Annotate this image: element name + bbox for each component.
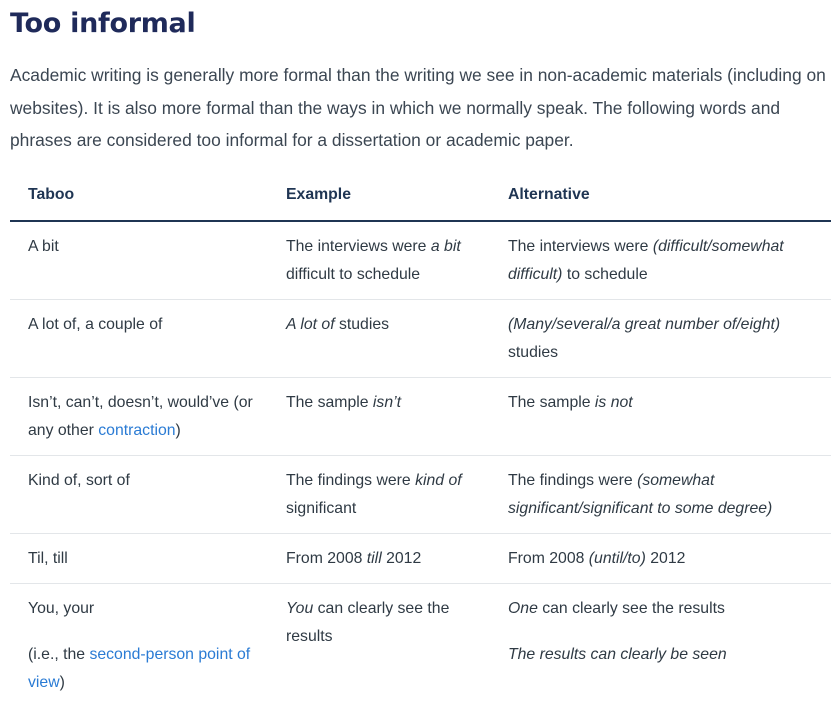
example-cell xyxy=(268,534,490,584)
italic-text: (somewhat significant/significant to some degree) xyxy=(508,472,772,517)
table-row xyxy=(10,300,831,378)
taboo-term: A bit xyxy=(28,233,268,261)
table-row xyxy=(10,534,831,584)
section-heading: Too informal xyxy=(10,8,195,39)
text-segment: 2012 xyxy=(646,550,686,567)
text-segment: The sample xyxy=(286,394,373,411)
alternative-text xyxy=(508,311,831,367)
intro-paragraph: Academic writing is generally more formal than the writing we see in non-academic materials (including on websites). It is also more formal than the ways in which we normally speak. The following words and phrases are considered too informal for a dissertation or academic paper. xyxy=(10,59,832,157)
text-segment: (i.e., the xyxy=(28,646,89,663)
example-cell xyxy=(268,378,490,456)
example-cell xyxy=(268,584,490,707)
taboo-cell xyxy=(10,221,268,300)
inline-link[interactable]: contraction xyxy=(98,422,175,439)
alternative-text-2 xyxy=(508,641,831,669)
text-segment: The findings were xyxy=(508,472,637,489)
taboo-term: A lot of, a couple of xyxy=(28,311,268,339)
column-header-alternative: Alternative xyxy=(490,172,831,221)
italic-text: A lot of xyxy=(286,316,335,333)
italic-text: (difficult/somewhat difficult) xyxy=(508,238,784,283)
alternative-cell xyxy=(490,456,831,534)
alternative-cell xyxy=(490,534,831,584)
table-header-row xyxy=(10,172,831,221)
italic-text: (until/to) xyxy=(589,550,646,567)
text-segment: 2012 xyxy=(382,550,422,567)
text-segment: The interviews were xyxy=(508,238,653,255)
text-segment: to schedule xyxy=(562,266,647,283)
text-segment: From 2008 xyxy=(508,550,589,567)
taboo-term: Kind of, sort of xyxy=(28,467,268,495)
text-segment: ) xyxy=(60,674,65,691)
text-segment: Isn’t, can’t, doesn’t, would’ve (or any other xyxy=(28,394,253,439)
taboo-cell xyxy=(10,300,268,378)
example-cell xyxy=(268,221,490,300)
text-segment: can clearly see the results xyxy=(538,600,725,617)
text-segment: significant xyxy=(286,500,356,517)
taboo-term: You, your xyxy=(28,595,268,623)
column-header-taboo: Taboo xyxy=(10,172,268,221)
text-segment: studies xyxy=(335,316,389,333)
taboo-cell xyxy=(10,456,268,534)
text-segment: The sample xyxy=(508,394,595,411)
italic-text: You xyxy=(286,600,313,617)
text-segment: studies xyxy=(508,344,558,361)
italic-text: (Many/several/a great number of/eight) xyxy=(508,316,780,333)
text-segment: can clearly see the results xyxy=(286,600,449,645)
text-segment: From 2008 xyxy=(286,550,367,567)
italic-text: kind of xyxy=(415,472,462,489)
italic-text: till xyxy=(367,550,382,567)
column-header-example: Example xyxy=(268,172,490,221)
alternative-cell xyxy=(490,378,831,456)
table-row xyxy=(10,456,831,534)
alternative-cell xyxy=(490,584,831,707)
table-row xyxy=(10,221,831,300)
taboo-cell xyxy=(10,378,268,456)
informal-words-table xyxy=(10,172,831,707)
italic-text: a bit xyxy=(431,238,461,255)
italic-text: One xyxy=(508,600,538,617)
table-row xyxy=(10,378,831,456)
text-segment: The findings were xyxy=(286,472,415,489)
taboo-cell xyxy=(10,584,268,707)
example-cell xyxy=(268,300,490,378)
text-segment: The interviews were xyxy=(286,238,431,255)
alternative-text xyxy=(508,389,831,417)
italic-text: isn’t xyxy=(373,394,401,411)
alternative-text xyxy=(508,545,831,573)
italic-text: The results can clearly be seen xyxy=(508,646,727,663)
taboo-cell xyxy=(10,534,268,584)
alternative-text xyxy=(508,233,831,289)
alternative-text xyxy=(508,467,831,523)
alternative-text xyxy=(508,595,831,623)
text-segment: difficult to schedule xyxy=(286,266,420,283)
alternative-cell xyxy=(490,221,831,300)
table-row xyxy=(10,584,831,707)
alternative-cell xyxy=(490,300,831,378)
italic-text: is not xyxy=(595,394,633,411)
inline-link[interactable]: second-person point of view xyxy=(28,646,250,691)
taboo-term: Til, till xyxy=(28,545,268,573)
example-cell xyxy=(268,456,490,534)
text-segment: ) xyxy=(176,422,181,439)
